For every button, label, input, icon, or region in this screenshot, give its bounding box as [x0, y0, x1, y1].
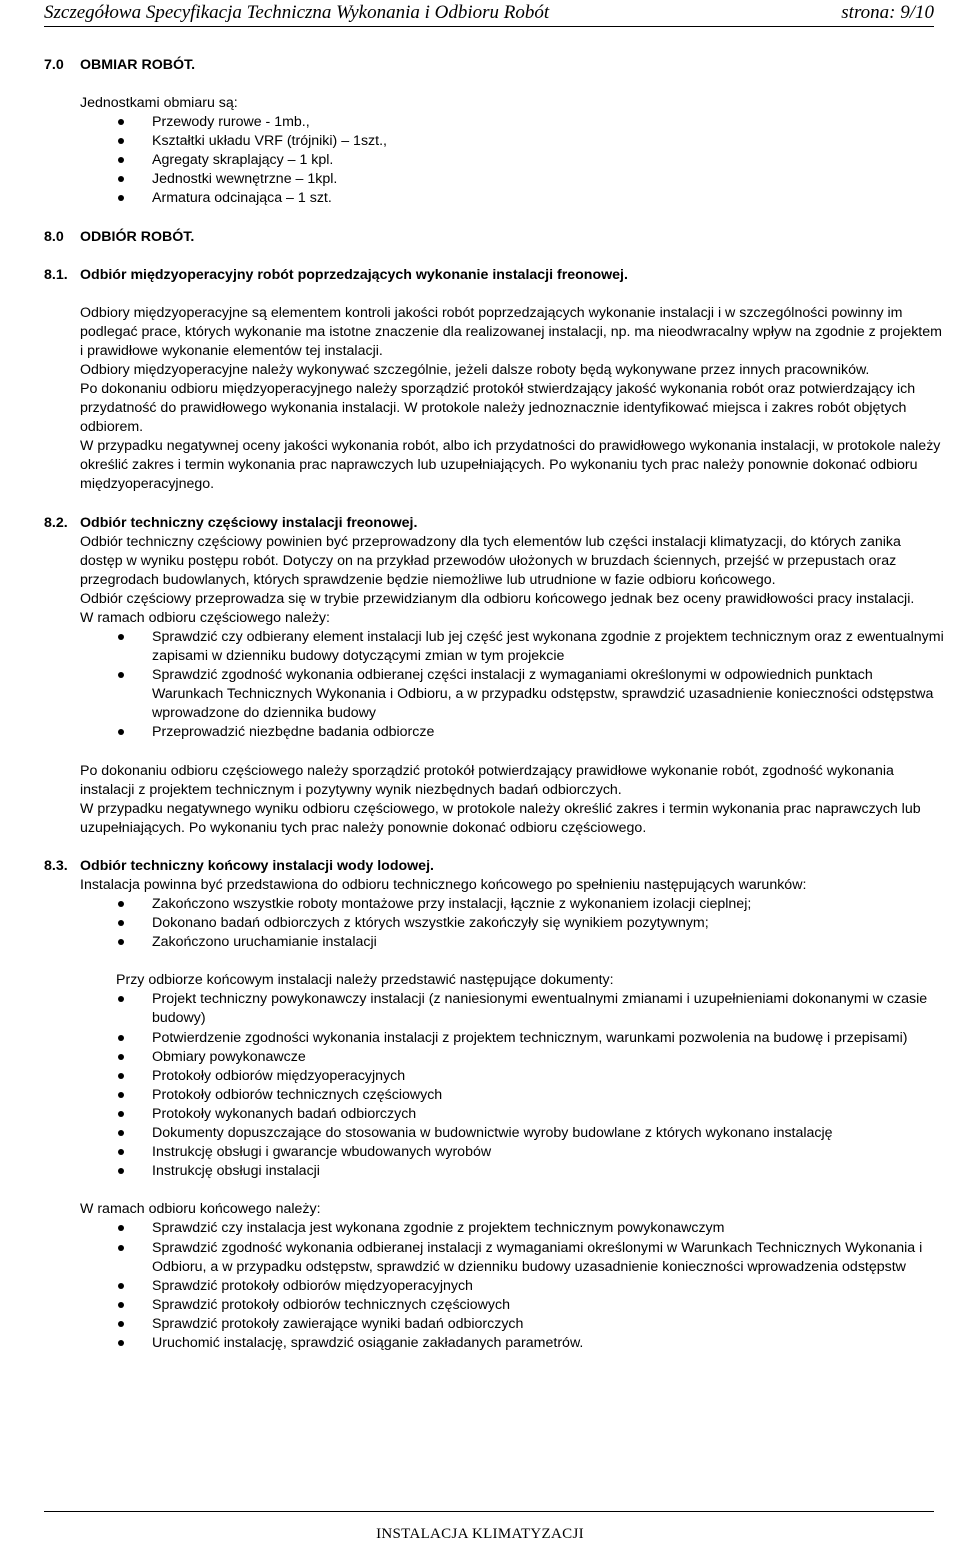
- page-number: strona: 9/10: [841, 2, 934, 23]
- paragraph: Po dokonaniu odbioru międzyoperacyjnego należy sporządzić protokół stwierdzający jakość wykonania robót oraz potwierdzający ich przydatność do prawidłowego wykonania instalacji. W protokole należy jednoznacznie identyfikować miejsca i zakres robót objętych odbiorem.: [80, 380, 916, 436]
- list-item: Sprawdzić protokoły odbiorów międzyoperacyjnych: [44, 1277, 944, 1296]
- list-item: Sprawdzić czy odbierany element instalacji lub jej część jest wykonana zgodnie z projektem technicznym oraz z ewentualnymi zapisami w dzienniku budowy dotyczącymi zmian w tym projekcie: [44, 628, 944, 666]
- list-item: Obmiary powykonawcze: [44, 1048, 944, 1067]
- section-8-2-summary: [80, 762, 944, 838]
- section-8-1-heading: 8.1. Odbiór międzyoperacyjny robót poprzedzających wykonanie instalacji freonowej.: [44, 266, 628, 283]
- paragraph: W przypadku negatywnej oceny jakości wykonania robót, albo ich przydatności do prawidłowego wykonania instalacji, w protokole należy określić zakres i termin wykonania prac naprawczych lub uzupełniających. Po wykonaniu tych prac należy ponownie dokonać odbioru międzyoperacyjnego.: [80, 438, 941, 493]
- section-7-list: [44, 113, 944, 208]
- paragraph: Instalacja powinna być przedstawiona do odbioru technicznego końcowego po spełnieniu następujących warunków:: [80, 876, 807, 893]
- list-item: Uruchomić instalację, sprawdzić osiąganie zakładanych parametrów.: [44, 1334, 944, 1353]
- page-footer: INSTALACJA KLIMATYZACJI: [376, 1526, 584, 1542]
- final-checks-intro: W ramach odbioru końcowego należy:: [80, 1201, 321, 1218]
- section-8-3-conditions-list: [44, 895, 944, 952]
- page-header: [44, 0, 934, 27]
- list-item: Zakończono uruchamianie instalacji: [44, 933, 944, 952]
- list-item: Instrukcję obsługi i gwarancje wbudowanych wyrobów: [44, 1143, 944, 1162]
- document-title: Szczegółowa Specyfikacja Techniczna Wykonania i Odbioru Robót: [44, 2, 550, 23]
- list-item: Sprawdzić czy instalacja jest wykonana zgodnie z projektem technicznym powykonawczym: [44, 1219, 944, 1238]
- section-8-2-heading: 8.2. Odbiór techniczny częściowy instalacji freonowej.: [44, 514, 418, 531]
- list-item: Kształtki układu VRF (trójniki) – 1szt.,: [44, 132, 944, 151]
- list-item: Dokonano badań odbiorczych z których wszystkie zakończyły się wynikiem pozytywnym;: [44, 914, 944, 933]
- list-item: Protokoły wykonanych badań odbiorczych: [44, 1105, 944, 1124]
- section-8-3-checks-list: [44, 1219, 944, 1353]
- list-item: Jednostki wewnętrzne – 1kpl.: [44, 170, 944, 189]
- paragraph: Odbiory międzyoperacyjne są elementem kontroli jakości robót poprzedzających wykonanie instalacji i w szczególności powinny im podlegać prace, których wykonanie ma istotne znaczenie dla realizowanej instalacji, np. ma nieodwracalny wpływ na zgodnie z projektem i prawidłowe wykonanie elementów tej instalacji.: [80, 304, 942, 359]
- list-item: Protokoły odbiorów technicznych częściowych: [44, 1086, 944, 1105]
- list-item: Dokumenty dopuszczające do stosowania w budownictwie wyroby budowlane z których wykonano instalację: [44, 1124, 944, 1143]
- footer-divider: [44, 1511, 934, 1512]
- list-item: Projekt techniczny powykonawczy instalacji (z naniesionymi ewentualnymi zmianami i uzupełnieniami dokonanymi w czasie budowy): [44, 990, 944, 1028]
- section-8-3-documents-list: [44, 990, 944, 1181]
- list-item: Armatura odcinająca – 1 szt.: [44, 189, 944, 208]
- paragraph: Odbiór częściowy przeprowadza się w trybie przewidzianym dla odbioru końcowego jednak bez oceny prawidłowości pracy instalacji.: [80, 590, 915, 607]
- section-8-heading: 8.0 ODBIÓR ROBÓT.: [44, 228, 195, 245]
- list-item: Sprawdzić protokoły odbiorów technicznych częściowych: [44, 1296, 944, 1315]
- paragraph: Odbiory międzyoperacyjne należy wykonywać szczególnie, jeżeli dalsze roboty będą wykonywane przez innych pracowników.: [80, 361, 870, 378]
- paragraph: Po dokonaniu odbioru częściowego należy sporządzić protokół potwierdzający prawidłowe wykonanie robót, zgodność wykonania instalacji z projektem technicznym i pozytywny wynik niezbędnych badań odbiorczych.: [80, 762, 894, 798]
- document-body: [44, 56, 944, 1353]
- list-item: Sprawdzić protokoły zawierające wyniki badań odbiorczych: [44, 1315, 944, 1334]
- list-item: Sprawdzić zgodność wykonania odbieranej części instalacji z wymaganiami określonymi w odpowiednich punktach Warunkach Technicznych Wykonania i Odbioru, a w przypadku odstępstw, sprawdzić uzasadnienie konieczności odstępstwa wprowadzone do dziennika budowy: [44, 666, 944, 723]
- paragraph: W przypadku negatywnego wyniku odbioru częściowego, w protokole należy określić zakres i termin wykonania prac naprawczych lub uzupełniających. Po wykonaniu tych prac należy ponownie dokonać odbioru częściowego.: [80, 800, 921, 836]
- section-8-3-intro: [80, 876, 944, 895]
- paragraph: W ramach odbioru częściowego należy:: [80, 609, 330, 626]
- list-item: Sprawdzić zgodność wykonania odbieranej instalacji z wymaganiami określonymi w Warunkach Technicznych Wykonania i Odbioru, a w przypadku odstępstw, sprawdzić w dzienniku budowy uzasadnienie konieczności wprowadzenia odstępstw: [44, 1239, 944, 1277]
- list-item: Instrukcję obsługi instalacji: [44, 1162, 944, 1181]
- documents-intro: Przy odbiorze końcowym instalacji należy przedstawić następujące dokumenty:: [116, 972, 614, 989]
- section-7-intro: Jednostkami obmiaru są:: [80, 95, 238, 111]
- section-8-3-heading: 8.3. Odbiór techniczny końcowy instalacji wody lodowej.: [44, 857, 434, 874]
- paragraph: Odbiór techniczny częściowy powinien być przeprowadzony dla tych elementów lub części instalacji klimatyzacji, do których zanika dostęp w wyniku postępu robót. Dotyczy on na przykład przewodów ułożonych w bruzdach ściennych, przejść w przepustach oraz przegrodach budowlanych, których sprawdzenie będzie niemożliwe lub utrudnione w fazie odbioru końcowego.: [80, 533, 901, 588]
- section-7-heading: 7.0 OBMIAR ROBÓT.: [44, 57, 196, 73]
- section-8-1-body: [80, 304, 944, 495]
- list-item: Przeprowadzić niezbędne badania odbiorcze: [44, 723, 944, 742]
- section-8-2-list: [44, 628, 944, 743]
- list-item: Potwierdzenie zgodności wykonania instalacji z projektem technicznym, warunkami pozwolenia na budowę i przepisami): [44, 1029, 944, 1048]
- list-item: Przewody rurowe - 1mb.,: [44, 113, 944, 132]
- list-item: Zakończono wszystkie roboty montażowe przy instalacji, łącznie z wykonaniem izolacji cieplnej;: [44, 895, 944, 914]
- list-item: Protokoły odbiorów międzyoperacyjnych: [44, 1067, 944, 1086]
- list-item: Agregaty skraplający – 1 kpl.: [44, 151, 944, 170]
- section-8-2-body: [80, 533, 944, 628]
